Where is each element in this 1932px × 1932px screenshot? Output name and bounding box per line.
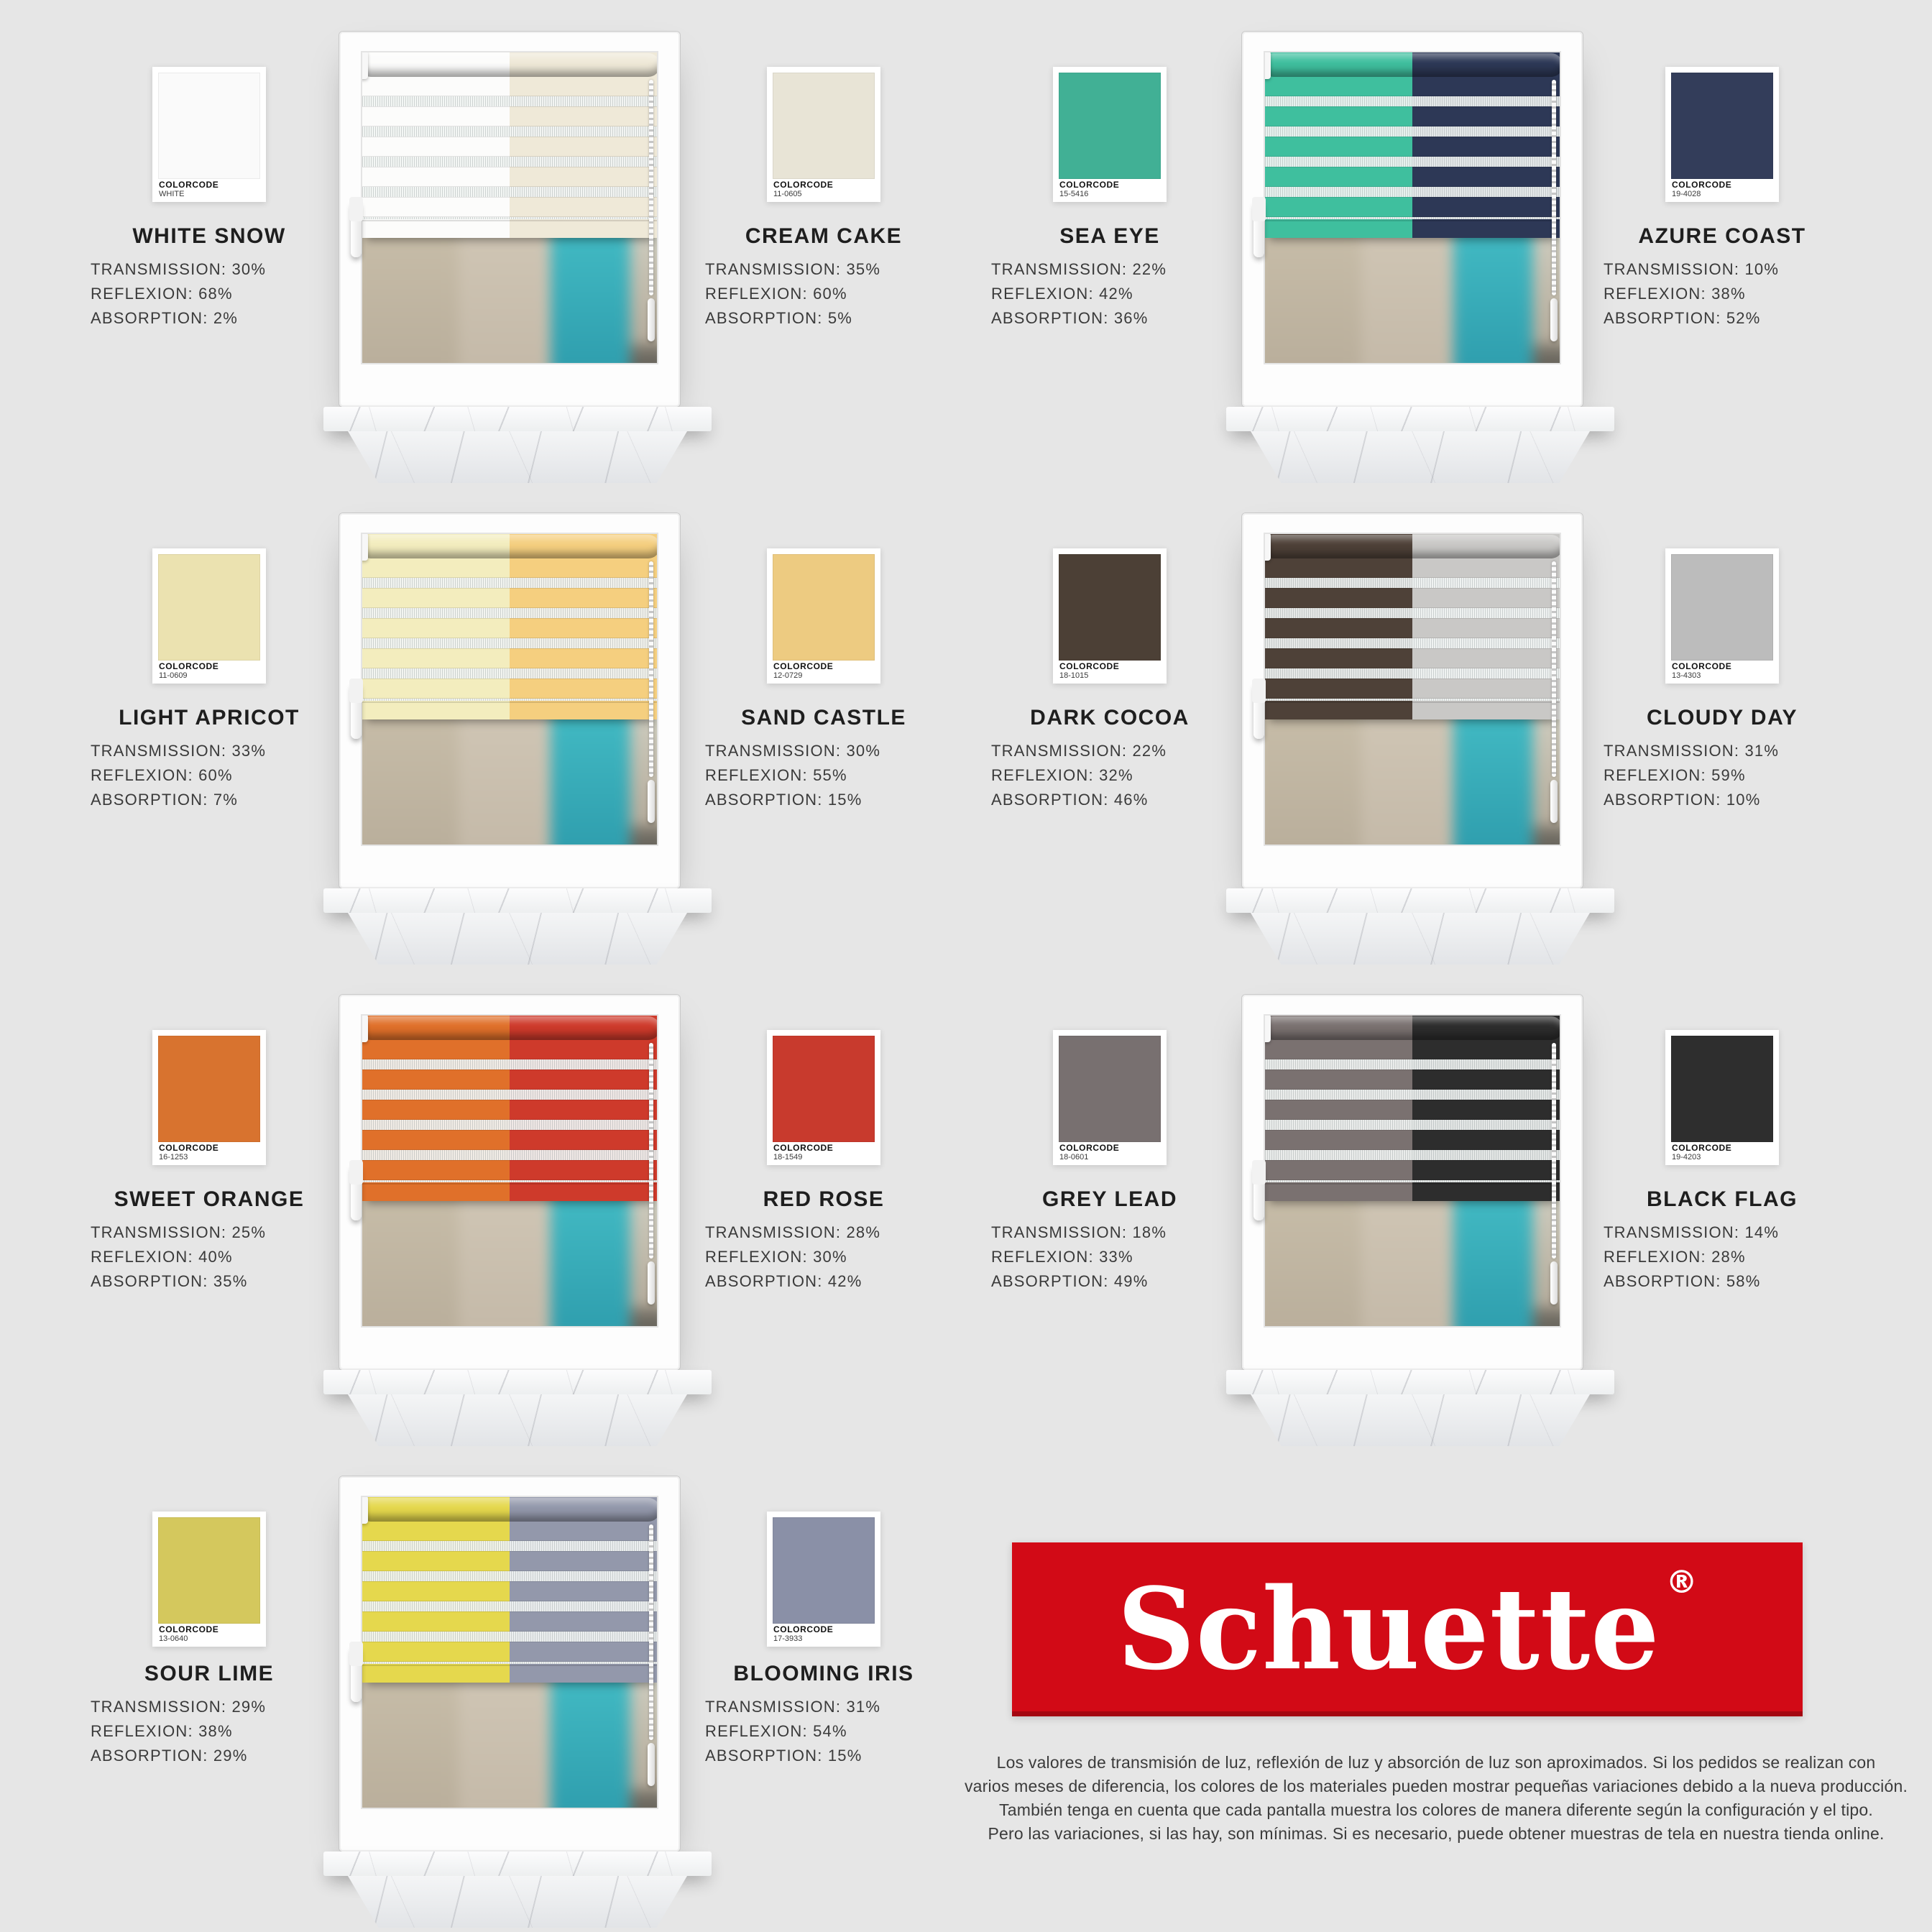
transmission-value: TRANSMISSION: 30% (91, 260, 267, 278)
color-info (91, 1662, 328, 1768)
colorcode-label: COLORCODE (1059, 180, 1120, 190)
colorcode-value: 12-0729 (773, 671, 803, 680)
disclaimer-line: Los valores de transmisión de luz, reflexión de luz y absorción de luz son aproximados. Si los pedidos se realizan con (996, 1753, 1876, 1772)
zebra-blind (1265, 52, 1560, 238)
transmission-value: TRANSMISSION: 31% (1604, 742, 1780, 760)
window-mockup (1226, 503, 1614, 981)
window-glass (1265, 534, 1560, 845)
transmission-value: TRANSMISSION: 33% (91, 742, 267, 760)
color-info (705, 1662, 942, 1768)
sill-pedestal (348, 1394, 687, 1446)
colorcode-label: COLORCODE (773, 1143, 834, 1153)
blind-chain (1552, 1043, 1556, 1259)
transmission-value: TRANSMISSION: 28% (705, 1223, 881, 1241)
zebra-blind (362, 1016, 657, 1201)
colorcode-value: 15-5416 (1059, 190, 1089, 198)
color-info (705, 706, 942, 812)
color-card (1665, 1030, 1779, 1165)
schuette-logo (1012, 1542, 1803, 1716)
zebra-blind (362, 534, 657, 719)
window-glass (362, 534, 657, 845)
color-swatch (1059, 554, 1161, 661)
window-mockup (1226, 22, 1614, 500)
color-name: AZURE COAST (1638, 224, 1806, 248)
color-swatch (1671, 73, 1773, 179)
colorcode-label: COLORCODE (159, 180, 219, 190)
colorcode-value: 16-1253 (159, 1153, 188, 1162)
registered-trademark-icon: ® (1665, 1564, 1698, 1601)
color-swatch (773, 1517, 875, 1624)
color-info (991, 224, 1228, 331)
color-info (91, 706, 328, 812)
colorcode-value: 19-4203 (1672, 1153, 1701, 1162)
window-handle (351, 1646, 362, 1702)
absorption-value: ABSORPTION: 2% (91, 309, 239, 327)
reflexion-value: REFLEXION: 60% (705, 285, 847, 303)
color-swatch (1671, 554, 1773, 661)
absorption-value: ABSORPTION: 36% (991, 309, 1149, 327)
reflexion-value: REFLEXION: 40% (91, 1248, 233, 1266)
disclaimer-line: También tenga en cuenta que cada pantalla muestra los colores de manera diferente según la configuración y el tipo. (999, 1800, 1873, 1819)
blind-roller (1265, 1016, 1560, 1040)
absorption-value: ABSORPTION: 7% (91, 791, 239, 809)
color-name: WHITE SNOW (132, 224, 286, 248)
color-info (91, 224, 328, 331)
reflexion-value: REFLEXION: 54% (705, 1722, 847, 1740)
colorcode-value: 18-0601 (1059, 1153, 1089, 1162)
windowsill (1226, 888, 1614, 913)
color-info (991, 1187, 1228, 1294)
window-glass (362, 1497, 657, 1808)
disclaimer-line: Pero las variaciones, si las hay, son mínimas. Si es necesario, puede obtener muestras de tela en nuestra tienda online. (988, 1824, 1885, 1843)
colorcode-label: COLORCODE (773, 1624, 834, 1634)
blind-chain (1552, 80, 1556, 295)
color-card (1053, 1030, 1167, 1165)
color-info (991, 706, 1228, 812)
window-glass (362, 1016, 657, 1326)
transmission-value: TRANSMISSION: 29% (91, 1698, 267, 1716)
absorption-value: ABSORPTION: 42% (705, 1272, 862, 1290)
color-name: RED ROSE (763, 1187, 885, 1211)
colorcode-label: COLORCODE (1672, 180, 1732, 190)
absorption-value: ABSORPTION: 35% (91, 1272, 248, 1290)
absorption-value: ABSORPTION: 15% (705, 1747, 862, 1765)
windowsill (1226, 1370, 1614, 1394)
color-card (1665, 548, 1779, 684)
window-glass (1265, 1016, 1560, 1326)
disclaimer-line: varios meses de diferencia, los colores de los materiales pueden mostrar pequeñas variaciones debido a la nueva producción. (964, 1777, 1908, 1795)
reflexion-value: REFLEXION: 28% (1604, 1248, 1746, 1266)
colorcode-value: 11-0605 (773, 190, 802, 198)
window-frame (339, 32, 680, 407)
colorcode-label: COLORCODE (773, 661, 834, 671)
colorcode-label: COLORCODE (1059, 1143, 1120, 1153)
blind-roller (362, 535, 657, 558)
absorption-value: ABSORPTION: 46% (991, 791, 1149, 809)
window-mockup (323, 985, 712, 1463)
color-name: LIGHT APRICOT (119, 706, 300, 730)
transmission-value: TRANSMISSION: 25% (91, 1223, 267, 1241)
stripe-texture (362, 1522, 657, 1664)
disclaimer-text (940, 1754, 1932, 1843)
colorcode-label: COLORCODE (1672, 661, 1732, 671)
reflexion-value: REFLEXION: 38% (1604, 285, 1746, 303)
color-info (1604, 224, 1841, 331)
zebra-blind (1265, 534, 1560, 719)
sill-pedestal (348, 431, 687, 483)
color-name: SEA EYE (1059, 224, 1160, 248)
color-name: BLACK FLAG (1647, 1187, 1798, 1211)
color-card (767, 548, 880, 684)
transmission-value: TRANSMISSION: 22% (991, 260, 1167, 278)
color-name: GREY LEAD (1042, 1187, 1177, 1211)
blind-roller (1265, 535, 1560, 558)
colorcode-label: COLORCODE (773, 180, 834, 190)
transmission-value: TRANSMISSION: 30% (705, 742, 881, 760)
window-handle (351, 201, 362, 257)
blind-roller (1265, 53, 1560, 77)
stripe-texture (362, 558, 657, 701)
colorcode-label: COLORCODE (159, 661, 219, 671)
color-swatch (158, 554, 260, 661)
reflexion-value: REFLEXION: 38% (91, 1722, 233, 1740)
reflexion-value: REFLEXION: 68% (91, 285, 233, 303)
windowsill (323, 1370, 712, 1394)
sill-pedestal (1251, 913, 1590, 965)
color-card (767, 1512, 880, 1647)
window-frame (1242, 32, 1583, 407)
sill-pedestal (1251, 1394, 1590, 1446)
color-swatch (773, 554, 875, 661)
sill-pedestal (1251, 431, 1590, 483)
stripe-texture (362, 1040, 657, 1182)
colorcode-value: 18-1549 (773, 1153, 803, 1162)
color-info (705, 1187, 942, 1294)
blind-roller (362, 1498, 657, 1522)
stripe-texture (362, 77, 657, 219)
color-card (152, 1030, 266, 1165)
color-name: CREAM CAKE (745, 224, 903, 248)
transmission-value: TRANSMISSION: 22% (991, 742, 1167, 760)
color-name: SAND CASTLE (741, 706, 906, 730)
colorcode-value: 19-4028 (1672, 190, 1701, 198)
window-handle (351, 1164, 362, 1220)
color-card (767, 1030, 880, 1165)
colorcode-label: COLORCODE (159, 1143, 219, 1153)
zebra-blind (1265, 1016, 1560, 1201)
window-glass (1265, 52, 1560, 363)
absorption-value: ABSORPTION: 15% (705, 791, 862, 809)
windowsill (323, 1852, 712, 1876)
stripe-texture (1265, 1040, 1560, 1182)
color-card (152, 67, 266, 202)
brand-name: Schuette (1117, 1563, 1660, 1696)
blind-roller (362, 1016, 657, 1040)
color-card (152, 548, 266, 684)
window-handle (1254, 683, 1264, 739)
color-card (1665, 67, 1779, 202)
zebra-blind (362, 52, 657, 238)
absorption-value: ABSORPTION: 49% (991, 1272, 1149, 1290)
transmission-value: TRANSMISSION: 31% (705, 1698, 881, 1716)
color-info (1604, 706, 1841, 812)
color-info (1604, 1187, 1841, 1294)
reflexion-value: REFLEXION: 60% (91, 766, 233, 784)
color-swatch (773, 1036, 875, 1142)
window-mockup (323, 503, 712, 981)
windowsill (323, 407, 712, 431)
window-mockup (323, 22, 712, 500)
window-mockup (323, 1466, 712, 1932)
blind-chain (649, 1524, 653, 1740)
color-name: DARK COCOA (1030, 706, 1190, 730)
colorcode-label: COLORCODE (159, 1624, 219, 1634)
reflexion-value: REFLEXION: 42% (991, 285, 1133, 303)
window-frame (1242, 995, 1583, 1370)
reflexion-value: REFLEXION: 32% (991, 766, 1133, 784)
color-swatch (158, 73, 260, 179)
colorcode-value: 11-0609 (159, 671, 188, 680)
colorcode-value: 17-3933 (773, 1634, 803, 1643)
reflexion-value: REFLEXION: 55% (705, 766, 847, 784)
window-handle (1254, 201, 1264, 257)
sill-pedestal (348, 913, 687, 965)
window-glass (362, 52, 657, 363)
colorcode-label: COLORCODE (1672, 1143, 1732, 1153)
blind-chain (649, 80, 653, 295)
stripe-texture (1265, 77, 1560, 219)
absorption-value: ABSORPTION: 29% (91, 1747, 248, 1765)
transmission-value: TRANSMISSION: 10% (1604, 260, 1780, 278)
windowsill (1226, 407, 1614, 431)
zebra-blind (362, 1497, 657, 1683)
reflexion-value: REFLEXION: 59% (1604, 766, 1746, 784)
sill-pedestal (348, 1876, 687, 1928)
colorcode-label: COLORCODE (1059, 661, 1120, 671)
transmission-value: TRANSMISSION: 14% (1604, 1223, 1780, 1241)
color-card (767, 67, 880, 202)
blind-chain (649, 561, 653, 777)
absorption-value: ABSORPTION: 58% (1604, 1272, 1761, 1290)
stripe-texture (1265, 558, 1560, 701)
color-swatch (1671, 1036, 1773, 1142)
color-name: BLOOMING IRIS (733, 1662, 914, 1685)
color-name: CLOUDY DAY (1646, 706, 1798, 730)
reflexion-value: REFLEXION: 30% (705, 1248, 847, 1266)
colorcode-value: WHITE (159, 190, 185, 198)
transmission-value: TRANSMISSION: 18% (991, 1223, 1167, 1241)
color-swatch (158, 1517, 260, 1624)
color-swatch (1059, 1036, 1161, 1142)
window-frame (1242, 513, 1583, 888)
color-swatch (773, 73, 875, 179)
window-frame (339, 513, 680, 888)
blind-chain (1552, 561, 1556, 777)
window-mockup (1226, 985, 1614, 1463)
color-swatch (1059, 73, 1161, 179)
blind-chain (649, 1043, 653, 1259)
window-handle (1254, 1164, 1264, 1220)
colorcode-value: 13-0640 (159, 1634, 188, 1643)
color-name: SWEET ORANGE (114, 1187, 305, 1211)
absorption-value: ABSORPTION: 10% (1604, 791, 1761, 809)
colorcode-value: 13-4303 (1672, 671, 1701, 680)
transmission-value: TRANSMISSION: 35% (705, 260, 881, 278)
color-card (152, 1512, 266, 1647)
blind-roller (362, 53, 657, 77)
reflexion-value: REFLEXION: 33% (991, 1248, 1133, 1266)
color-card (1053, 67, 1167, 202)
colorcode-value: 18-1015 (1059, 671, 1089, 680)
color-info (705, 224, 942, 331)
color-name: SOUR LIME (144, 1662, 275, 1685)
color-info (91, 1187, 328, 1294)
windowsill (323, 888, 712, 913)
window-handle (351, 683, 362, 739)
color-card (1053, 548, 1167, 684)
absorption-value: ABSORPTION: 52% (1604, 309, 1761, 327)
absorption-value: ABSORPTION: 5% (705, 309, 853, 327)
color-swatch (158, 1036, 260, 1142)
window-frame (339, 995, 680, 1370)
window-frame (339, 1476, 680, 1852)
